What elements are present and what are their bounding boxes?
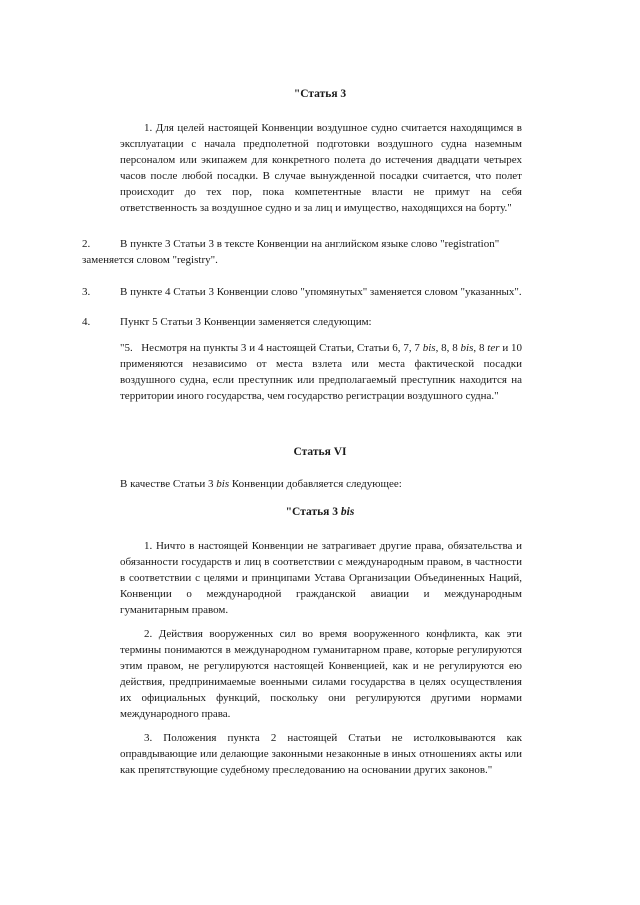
- quote-5-bis-2: bis: [460, 342, 474, 354]
- quote-5-bis-1: bis: [422, 342, 436, 354]
- article-6-intro-text-b: Конвенции добавляется следующее:: [229, 478, 402, 490]
- article-3-bis-paragraph-2: 2. Действия вооруженных сил во время вооруженного конфликта, как эти термины понимаются в международном гуманитарном праве, которые регулируются этим правом, не регулируются настоящей Конвенцией, как и не регулируются ею действия, предпринимаемые военными силами государства в целях осуществления их официальных функций, поскольку они регулируются другими нормами международного права.: [120, 628, 522, 720]
- article-3-bis-paragraph-3: 3. Положения пункта 2 настоящей Статьи не истолковываются как оправдывающие или делающие законными незаконные в иных отношениях акты или как препятствующие судебному преследованию на основании других законов.": [120, 732, 522, 776]
- item-4-number: 4.: [82, 316, 91, 328]
- quote-5-text-4: и 10 применяются независимо от места взлета или места фактической посадки воздушного судна, если преступник или предполагаемый преступник находится на территории иного государства, чем государство регистрации воздушного судна.": [120, 342, 523, 402]
- article-6-intro: [120, 476, 522, 492]
- article-6-heading: Статья VI: [293, 446, 347, 458]
- quote-5-text-3: , 8: [473, 342, 488, 354]
- item-3-number: 3.: [82, 286, 91, 298]
- quoted-paragraph-5: [120, 340, 522, 404]
- quote-5-text-1: Несмотря на пункты 3 и 4 настоящей Статьи, Статьи 6, 7, 7: [141, 342, 423, 354]
- article-6-intro-bis: bis: [216, 478, 230, 490]
- article-3-bis-heading: [0, 506, 640, 518]
- item-3-text: В пункте 4 Статьи 3 Конвенции слово "упомянутых" заменяется словом "указанных".: [120, 286, 522, 298]
- article-3-bis-heading-text: "Статья 3: [285, 506, 341, 518]
- article-6-intro-text-a: В качестве Статьи 3: [120, 478, 217, 490]
- article-3-bis-paragraph-1: 1. Ничто в настоящей Конвенции не затрагивает другие права, обязательства и обязанности государств и лиц в соответствии с международным правом, в частности в соответствии с целями и принципами Устава Организации Объединенных Наций, Конвенции о международной гражданской авиации и международным гуманитарным правом.: [120, 540, 522, 616]
- quote-5-text-2: , 8, 8: [435, 342, 461, 354]
- article-3-bis-heading-bis: bis: [340, 506, 355, 518]
- article-3-heading: "Статья 3: [293, 88, 347, 100]
- quote-5-ter: ter: [487, 342, 500, 354]
- quote-5-prefix: "5.: [120, 342, 133, 354]
- article-3-paragraph-1: 1. Для целей настоящей Конвенции воздушное судно считается находящимся в эксплуатации с начала предполетной подготовки воздушного судна наземным персоналом или экипажем для конкретного полета до истечения двадцати четырех часов после любой посадки. В случае вынужденной посадки считается, что полет происходит до тех пор, пока компетентные власти не примут на себя ответственность за воздушное судно и за лиц и имущество, находящихся на борту.": [120, 122, 522, 214]
- item-4-text: Пункт 5 Статьи 3 Конвенции заменяется следующим:: [120, 316, 372, 328]
- item-2-number: 2.: [82, 238, 91, 250]
- item-2-text: В пункте 3 Статьи 3 в тексте Конвенции на английском языке слово "registration" заменяется словом "registry".: [82, 238, 500, 266]
